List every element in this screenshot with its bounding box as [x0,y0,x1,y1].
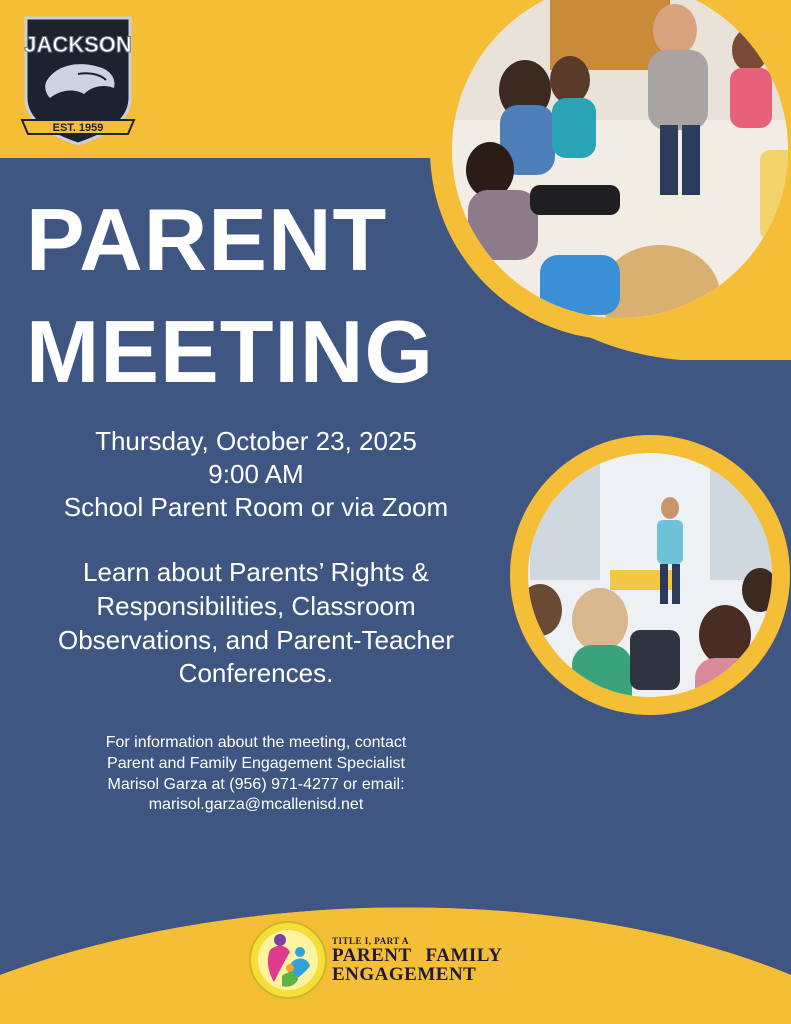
description-line: Learn about Parents’ Rights & [83,557,429,587]
contact-email: marisol.garza@mcallenisd.net [148,796,364,814]
title-line-1: PARENT [26,190,388,289]
description-line: Conferences. [178,658,334,689]
logo-title-one: TITLE I, PART A [332,936,409,946]
logo-engagement: ENGAGEMENT [332,964,477,985]
contact-line: For information about the meeting, contact [105,734,407,751]
title-line-2: MEETING [26,302,434,401]
logo-family: FAMILY [425,945,503,966]
contact-info [0,733,512,816]
event-location: School Parent Room or via Zoom [63,492,449,522]
title-one-engagement-logo [248,918,548,1002]
logo-ampersand: & [411,948,426,965]
jackson-badge-logo [18,10,138,150]
logo-parent: PARENT [332,945,412,966]
event-time: 9:00 AM [208,459,304,489]
meeting-description [0,556,512,691]
established-text: EST. 1959 [52,122,104,134]
logo-text [332,936,502,984]
classroom-presentation-photo [510,430,791,720]
family-engagement-icon [248,918,328,1002]
description-line: Observations, and Parent-Teacher [58,624,454,655]
contact-line: Parent and Family Engagement Specialist [107,754,405,772]
contact-line: Marisol Garza at (956) 971-4277 or email: [107,775,405,793]
logo-parent-family [332,946,502,965]
description-line: Responsibilities, Classroom [96,590,416,621]
school-name-text: JACKSON [24,32,132,57]
event-date: Thursday, October 23, 2025 [95,426,417,456]
parents-circle-photo [430,0,791,380]
